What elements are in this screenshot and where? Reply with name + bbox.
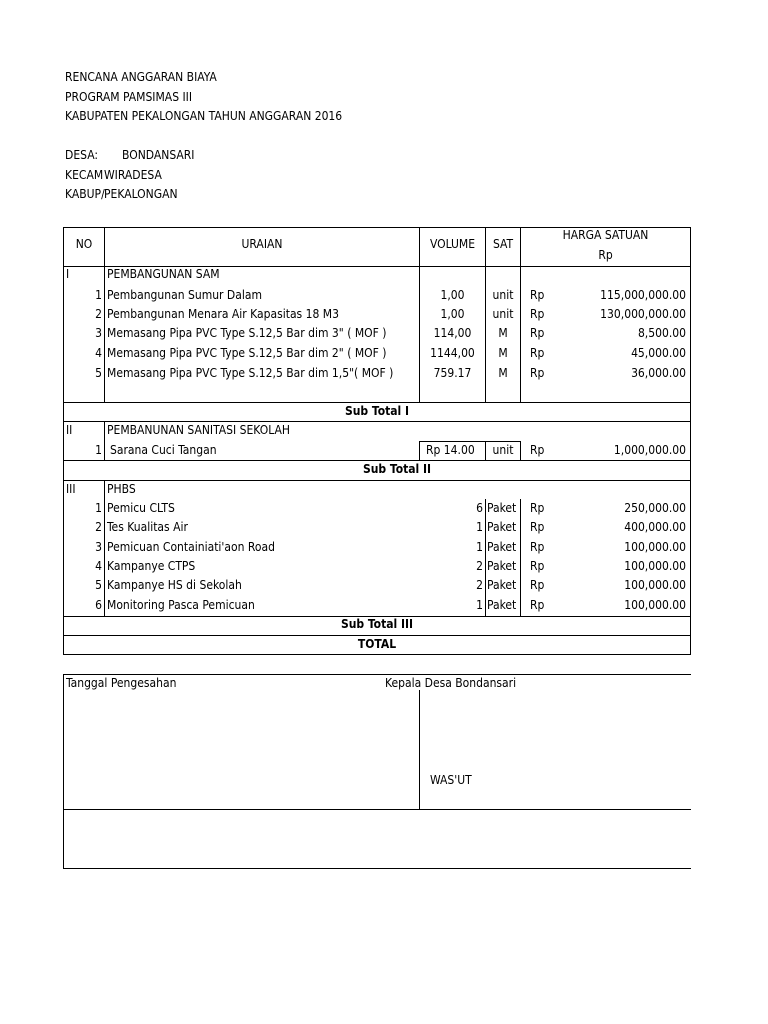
row-no: 1: [95, 288, 102, 302]
row-sat: M: [498, 366, 508, 380]
row-harga: 115,000,000.00: [600, 288, 686, 302]
subtotal2-top-line: [63, 460, 691, 461]
header-uraian: URAIAN: [241, 237, 283, 251]
kecamatan-label: KECAM: [65, 168, 104, 182]
row-uraian: Memasang Pipa PVC Type S.12,5 Bar dim 3" ( MOF ): [107, 326, 387, 340]
row-volume: 1144,00: [430, 346, 475, 360]
col-divider-sat-s2: [520, 441, 521, 461]
row-no: 6: [95, 598, 102, 612]
kabupaten-label: KABUP/: [65, 187, 105, 201]
header-sat: SAT: [492, 237, 514, 251]
header-no: NO: [75, 237, 93, 251]
row-rp: Rp: [530, 288, 545, 302]
signature-box-divider: [419, 690, 420, 810]
row-volume: 1: [476, 520, 483, 534]
tanggal-pengesahan: Tanggal Pengesahan: [66, 676, 177, 690]
subtotal-2: Sub Total II: [362, 462, 432, 476]
row-sat: unit: [492, 307, 514, 321]
row-no: 1: [95, 501, 102, 515]
row-harga: 36,000.00: [631, 366, 686, 380]
row-uraian: Kampanye HS di Sekolah: [107, 578, 242, 592]
row-uraian: Pembangunan Menara Air Kapasitas 18 M3: [107, 307, 339, 321]
section2-no: II: [66, 423, 73, 437]
row-volume: 1,00: [440, 307, 465, 321]
row-uraian: Pemicuan Containiati'aon Road: [107, 540, 275, 554]
row-volume: 114,00: [433, 326, 472, 340]
row-harga: 100,000.00: [624, 540, 686, 554]
col-divider-volume-s3: [485, 499, 486, 617]
row-no: 4: [95, 346, 102, 360]
row-harga: 45,000.00: [631, 346, 686, 360]
row-sat: M: [498, 326, 508, 340]
section2-row-top-line: [419, 441, 521, 442]
section3-no: III: [66, 482, 76, 496]
row-volume: 1,00: [440, 288, 465, 302]
kabupaten-value: PEKALONGAN: [104, 187, 178, 201]
table-border-bottom: [63, 654, 691, 655]
subtotal2-bottom-line: [63, 480, 691, 481]
row-volume: 6: [476, 501, 483, 515]
row-rp: Rp: [530, 540, 545, 554]
subtotal-3: Sub Total III: [340, 617, 414, 631]
subtotal-1: Sub Total I: [344, 404, 410, 418]
col-divider-no-s3: [104, 480, 105, 617]
row-sat: Paket: [487, 520, 517, 534]
row-sat: Paket: [487, 501, 517, 515]
row-rp: Rp: [530, 559, 545, 573]
row-rp: Rp: [530, 520, 545, 534]
row-volume: 759.17: [433, 366, 472, 380]
row-volume: Rp 14.00: [426, 443, 475, 457]
row-no: 2: [95, 307, 102, 321]
col-divider-sat-s3: [520, 499, 521, 617]
row-harga: 100,000.00: [624, 578, 686, 592]
row-no: 4: [95, 559, 102, 573]
row-no: 1: [95, 443, 102, 457]
row-uraian: Kampanye CTPS: [107, 559, 196, 573]
row-volume: 2: [476, 578, 483, 592]
row-sat: M: [498, 346, 508, 360]
doc-title: RENCANA ANGGARAN BIAYA: [65, 70, 217, 84]
signature-box-bottom: [63, 868, 691, 869]
signature-box-top: [63, 674, 691, 675]
row-sat: unit: [492, 443, 514, 457]
row-uraian: Tes Kualitas Air: [107, 520, 188, 534]
row-uraian: Memasang Pipa PVC Type S.12,5 Bar dim 2" ( MOF ): [107, 346, 387, 360]
header-harga-rp: Rp: [598, 248, 613, 262]
table-border-right: [690, 227, 691, 655]
program-name: PROGRAM PAMSIMAS III: [65, 90, 193, 104]
row-no: 2: [95, 520, 102, 534]
row-rp: Rp: [530, 443, 545, 457]
section3-title: PHBS: [107, 482, 136, 496]
row-harga: 130,000,000.00: [600, 307, 686, 321]
row-sat: Paket: [487, 540, 517, 554]
row-volume: 1: [476, 540, 483, 554]
section1-no: I: [66, 267, 70, 281]
kecamatan-value: WIRADESA: [104, 168, 162, 182]
row-volume: 1: [476, 598, 483, 612]
kepala-desa: Kepala Desa Bondansari: [385, 676, 517, 690]
col-divider-no-s2: [104, 421, 105, 461]
row-harga: 400,000.00: [624, 520, 686, 534]
section1-title: PEMBANGUNAN SAM: [107, 267, 220, 281]
col-divider-no: [104, 227, 105, 403]
signature-box-left: [63, 674, 64, 869]
subtotal1-top-line: [63, 402, 691, 403]
row-harga: 100,000.00: [624, 559, 686, 573]
subtotal1-bottom-line: [63, 421, 691, 422]
wasut-label: WAS'UT: [430, 773, 472, 787]
header-volume: VOLUME: [429, 237, 476, 251]
header-harga-satuan: HARGA SATUAN: [562, 228, 649, 242]
row-uraian: Monitoring Pasca Pemicuan: [107, 598, 255, 612]
row-harga: 250,000.00: [624, 501, 686, 515]
row-volume: 2: [476, 559, 483, 573]
row-no: 3: [95, 540, 102, 554]
col-divider-uraian-s2: [419, 441, 420, 461]
row-sat: unit: [492, 288, 514, 302]
row-rp: Rp: [530, 598, 545, 612]
row-harga: 8,500.00: [637, 326, 686, 340]
kabupaten-year: KABUPATEN PEKALONGAN TAHUN ANGGARAN 2016: [65, 109, 343, 123]
row-uraian: Pembangunan Sumur Dalam: [107, 288, 262, 302]
row-harga: 100,000.00: [624, 598, 686, 612]
row-no: 3: [95, 326, 102, 340]
row-harga: 1,000,000.00: [613, 443, 686, 457]
row-rp: Rp: [530, 501, 545, 515]
row-rp: Rp: [530, 307, 545, 321]
total-top-line: [63, 635, 691, 636]
desa-label: DESA:: [65, 148, 99, 162]
section2-title: PEMBANUNAN SANITASI SEKOLAH: [107, 423, 290, 437]
row-uraian: Sarana Cuci Tangan: [110, 443, 217, 457]
signature-box-middle: [63, 809, 691, 810]
desa-value: BONDANSARI: [122, 148, 195, 162]
grand-total: TOTAL: [357, 637, 397, 651]
row-rp: Rp: [530, 346, 545, 360]
row-rp: Rp: [530, 578, 545, 592]
row-sat: Paket: [487, 559, 517, 573]
row-no: 5: [95, 578, 102, 592]
row-uraian: Memasang Pipa PVC Type S.12,5 Bar dim 1,5"( MOF ): [107, 366, 394, 380]
row-sat: Paket: [487, 598, 517, 612]
row-sat: Paket: [487, 578, 517, 592]
row-rp: Rp: [530, 326, 545, 340]
row-no: 5: [95, 366, 102, 380]
row-uraian: Pemicu CLTS: [107, 501, 175, 515]
row-rp: Rp: [530, 366, 545, 380]
